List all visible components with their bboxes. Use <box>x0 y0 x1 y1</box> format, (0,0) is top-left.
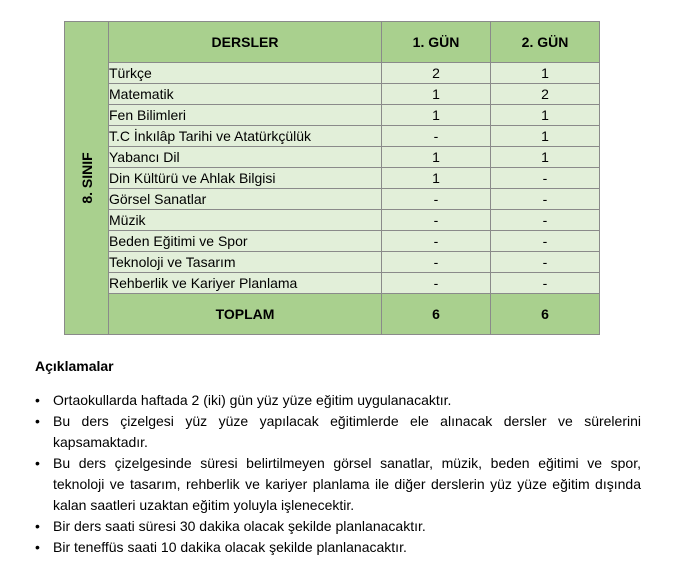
day-2-hours: 1 <box>491 147 600 168</box>
table-row <box>65 63 600 84</box>
table-row <box>65 252 600 273</box>
table-row <box>65 105 600 126</box>
grade-label: 8. SINIF <box>78 152 95 204</box>
day-2-hours: - <box>491 252 600 273</box>
subject-name: Müzik <box>109 210 382 231</box>
subject-name: Fen Bilimleri <box>109 105 382 126</box>
notes-title: Açıklamalar <box>35 358 114 374</box>
day-2-hours: 1 <box>491 126 600 147</box>
total-row <box>65 294 600 335</box>
day-1-hours: - <box>382 210 491 231</box>
day-1-hours: 1 <box>382 84 491 105</box>
day-2-hours: 1 <box>491 105 600 126</box>
subject-name: Türkçe <box>109 63 382 84</box>
table-row <box>65 84 600 105</box>
note-item <box>35 537 641 558</box>
note-text: Ortaokullarda haftada 2 (iki) gün yüz yüze eğitim uygulanacaktır. <box>53 392 452 408</box>
day-1-hours: - <box>382 273 491 294</box>
day-2-hours: - <box>491 168 600 189</box>
total-label: TOPLAM <box>109 294 382 335</box>
bullet-icon: • <box>35 539 40 555</box>
total-day-2: 6 <box>491 294 600 335</box>
subject-name: Din Kültürü ve Ahlak Bilgisi <box>109 168 382 189</box>
bullet-icon: • <box>35 392 40 408</box>
subject-name: Matematik <box>109 84 382 105</box>
note-text: Bu ders çizelgesinde süresi belirtilmeyen görsel sanatlar, müzik, beden eğitimi ve spor, teknoloji ve tasarım, rehberlik ve kariyer planlama ile diğer derslerin yüz yüze eğitim dışında kalan saatleri uzaktan eğitim yoluyla işlenecektir. <box>53 455 641 513</box>
bullet-icon: • <box>35 455 40 471</box>
day-1-hours: - <box>382 252 491 273</box>
table-row <box>65 210 600 231</box>
day-2-hours: - <box>491 210 600 231</box>
notes-list <box>35 390 641 558</box>
bullet-icon: • <box>35 413 40 429</box>
grade-label-cell <box>65 22 109 335</box>
table-row <box>65 126 600 147</box>
note-text: Bir teneffüs saati 10 dakika olacak şekilde planlanacaktır. <box>53 539 407 555</box>
note-item <box>35 390 641 411</box>
table-row <box>65 168 600 189</box>
header-dersler: DERSLER <box>109 22 382 63</box>
table-row <box>65 147 600 168</box>
table-row <box>65 189 600 210</box>
day-2-hours: 1 <box>491 63 600 84</box>
subject-name: Yabancı Dil <box>109 147 382 168</box>
table-header-row <box>65 22 600 63</box>
note-text: Bir ders saati süresi 30 dakika olacak şekilde planlanacaktır. <box>53 518 426 534</box>
note-text: Bu ders çizelgesi yüz yüze yapılacak eğitimlerde ele alınacak dersler ve sürelerini kapsamaktadır. <box>53 413 641 450</box>
day-2-hours: 2 <box>491 84 600 105</box>
day-1-hours: - <box>382 189 491 210</box>
schedule-table <box>64 21 600 335</box>
day-1-hours: 1 <box>382 168 491 189</box>
subject-name: Rehberlik ve Kariyer Planlama <box>109 273 382 294</box>
bullet-icon: • <box>35 518 40 534</box>
day-2-hours: - <box>491 231 600 252</box>
subject-name: T.C İnkılâp Tarihi ve Atatürkçülük <box>109 126 382 147</box>
table-row <box>65 231 600 252</box>
table-row <box>65 273 600 294</box>
subject-name: Beden Eğitimi ve Spor <box>109 231 382 252</box>
day-1-hours: 1 <box>382 105 491 126</box>
day-1-hours: - <box>382 231 491 252</box>
note-item <box>35 453 641 516</box>
header-day-2: 2. GÜN <box>491 22 600 63</box>
day-1-hours: 1 <box>382 147 491 168</box>
day-1-hours: - <box>382 126 491 147</box>
subject-name: Teknoloji ve Tasarım <box>109 252 382 273</box>
subject-name: Görsel Sanatlar <box>109 189 382 210</box>
day-1-hours: 2 <box>382 63 491 84</box>
day-2-hours: - <box>491 273 600 294</box>
note-item <box>35 411 641 453</box>
note-item <box>35 516 641 537</box>
total-day-1: 6 <box>382 294 491 335</box>
day-2-hours: - <box>491 189 600 210</box>
header-day-1: 1. GÜN <box>382 22 491 63</box>
